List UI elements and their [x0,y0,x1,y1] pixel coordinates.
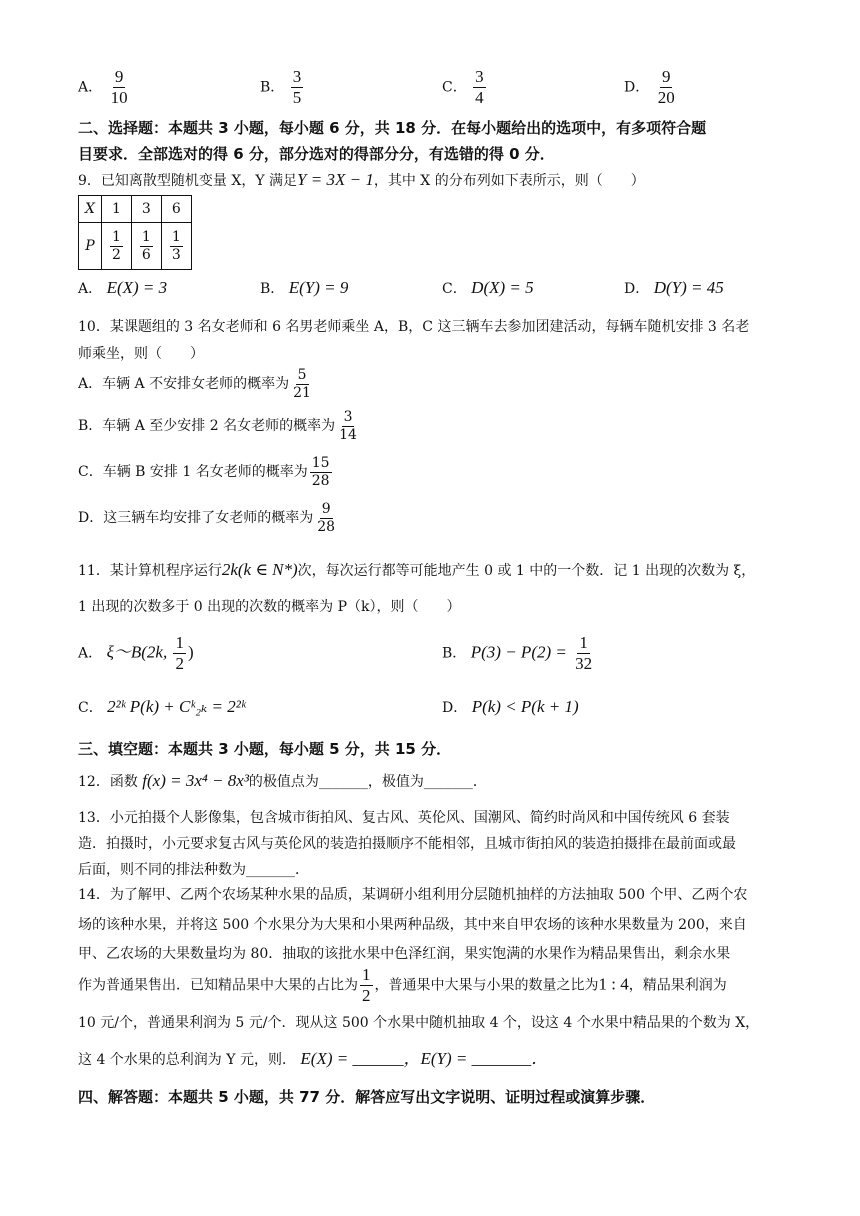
q9-stem: 9．已知离散型随机变量 X，Y 满足Y = 3X − 1，其中 X 的分布列如下表所示，则（ ） [78,170,645,189]
q8-option-a-fraction: $\frac{9}{10}$ [110,67,128,107]
q14-line2: 场的该种水果，并将这 500 个水果分为大果和小果两种品级，其中来自甲农场的该种水果数量为 200，来自 [78,917,747,933]
q10-option-a-fraction: $\frac{5}{21}$ [293,367,311,401]
q10-option-c-fraction: $\frac{15}{28}$ [311,455,330,489]
q10-option-c: C．车辆 B 安排 1 名女老师的概率为 $\frac{15}{28}$ [78,455,330,489]
q10-option-b: B．车辆 A 至少安排 2 名女老师的概率为 $\frac{3}{14}$ [78,409,357,443]
q8-option-c-fraction: $\frac{3}{4}$ [475,67,484,107]
q13-line3: 后面，则不同的排法种数为_______． [78,862,309,878]
q11-option-d: D． P(k) < P(k + 1) [442,697,579,716]
q10-stem-line2: 师乘坐，则（ ） [78,346,204,362]
q13-line2: 造．拍摄时，小元要求复古风与英伦风的装造拍摄顺序不能相邻，且城市街拍风的装造拍摄排在最前面或最 [78,836,736,852]
q14-line6: 这 4 个水果的总利润为 Y 元，则． E(X) = ______，E(Y) = _______． [78,1049,549,1068]
q11-stem-line2: 1 出现的次数多于 0 出现的次数的概率为 P（k），则（ ） [78,599,461,615]
table-row [79,223,192,270]
q11-option-a: A． ξ～B(2k, $\frac{1}{2}$ ) [78,633,194,673]
q11-option-a-fraction: $\frac{1}{2}$ [175,633,184,673]
q12: 12．函数 f(x) = 3x⁴ − 8x³的极值点为_______，极值为_______． [78,771,487,790]
table-cell: $\frac{1}{6}$ [131,223,161,270]
q10-stem-line1: 10．某课题组的 3 名女老师和 6 名男老师乘坐 A，B，C 这三辆车去参加团建活动，每辆车随机安排 3 名老 [78,319,750,335]
q9-option-a: A． E(X) = 3 [78,278,168,297]
q14-line3: 甲、乙农场的大果数量均为 80．抽取的该批水果中色泽红润，果实饱满的水果作为精品果售出，剩余水果 [78,946,731,962]
table-cell: P [79,223,102,270]
table-cell: X [79,196,102,223]
table-cell: $\frac{1}{3}$ [161,223,191,270]
q8-option-a: A． $\frac{9}{10}$ [78,67,128,107]
q10-option-d: D．这三辆车均安排了女老师的概率为 $\frac{9}{28}$ [78,501,336,535]
q9-option-b: B． E(Y) = 9 [260,278,349,297]
q11-option-b: B． P(3) − P(2) = $\frac{1}{32}$ [442,633,593,673]
q8-option-c: C． $\frac{3}{4}$ [442,67,484,107]
q11-option-b-fraction: $\frac{1}{32}$ [575,633,593,673]
q8-option-d-fraction: $\frac{9}{20}$ [657,67,675,107]
section2-heading-line2: 目要求．全部选对的得 6 分，部分选对的得部分分，有选错的得 0 分． [78,145,555,163]
q8-option-b-fraction: $\frac{3}{5}$ [292,67,302,107]
table-cell: 6 [161,196,191,223]
q9-option-d: D． D(Y) = 45 [624,278,724,297]
q10-option-a: A．车辆 A 不安排女老师的概率为 $\frac{5}{21}$ [78,367,311,401]
q14-line1: 14．为了解甲、乙两个农场某种水果的品质，某调研小组利用分层随机抽样的方法抽取 500 个甲、乙两个农 [78,887,748,903]
table-row [79,196,192,223]
q13-line1: 13．小元拍摄个人影像集，包含城市街拍风、复古风、英伦风、国潮风、简约时尚风和中国传统风 6 套装 [78,810,730,826]
q8-option-d: D． $\frac{9}{20}$ [624,67,675,107]
q9-distribution-table [78,195,192,270]
q9-option-c: C． D(X) = 5 [442,278,534,297]
q10-option-d-fraction: $\frac{9}{28}$ [317,501,336,535]
table-cell: 3 [131,196,161,223]
section2-heading-line1: 二、选择题：本题共 3 小题，每小题 6 分，共 18 分．在每小题给出的选项中，有多项符合题 [78,119,707,137]
section4-heading: 四、解答题：本题共 5 小题，共 77 分．解答应写出文字说明、证明过程或演算步骤． [78,1088,656,1106]
section3-heading: 三、填空题：本题共 3 小题，每小题 5 分，共 15 分． [78,740,452,758]
table-cell: 1 [101,196,131,223]
q14-line5: 10 元/个，普通果利润为 5 元/个．现从这 500 个水果中随机抽取 4 个，设这 4 个水果中精品果的个数为 X， [78,1015,760,1031]
q8-option-b: B． $\frac{3}{5}$ [260,67,302,107]
q11-option-c: C． 2²ᵏ P(k) + Cᵏ₂ₖ = 2²ᵏ [78,697,246,716]
q10-option-b-fraction: $\frac{3}{14}$ [339,409,357,443]
q11-stem-line1: 11．某计算机程序运行2k(k ∈ N*)次，每次运行都等可能地产生 0 或 1 中的一个数．记 1 出现的次数为 ξ， [78,560,756,579]
q9-formula: Y = 3X − 1 [297,170,374,189]
q14-fraction: $\frac{1}{2}$ [362,965,371,1005]
table-cell: $\frac{1}{2}$ [101,223,131,270]
q14-line4: 作为普通果售出．已知精品果中大果的占比为 $\frac{1}{2}$ ，普通果中大果与小果的数量之比为1 : 4，精品果利润为 [78,965,727,1005]
